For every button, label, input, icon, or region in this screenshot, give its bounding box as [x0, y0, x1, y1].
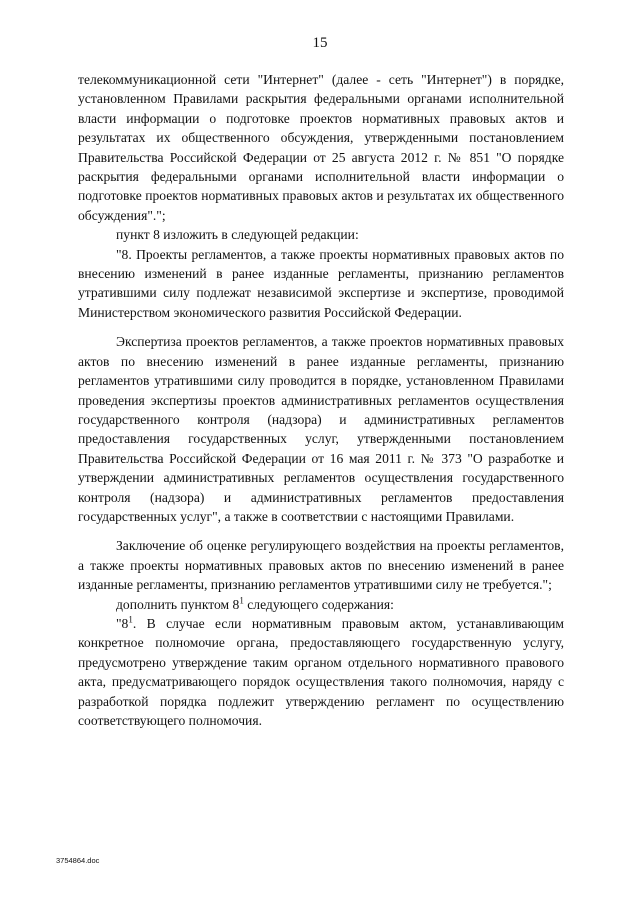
- paragraph-conclusion: Заключение об оценке регулирующего воздействия на проекты регламентов, а также проекты нормативных правовых актов по внесению изменений в ранее изданные регламенты, признанию регламентов утратившими силу не требуется.";: [78, 538, 564, 593]
- page-number: 15: [312, 35, 328, 51]
- paragraph-continuation: телекоммуникационной сети "Интернет" (далее - сеть "Интернет") в порядке, установленном Правилами раскрытия федеральными органами исполнительной власти информации о подготовке проектов нормативных правовых актов и результатах их общественного обсуждения, утвержденными постановлением Правительства Российской Федерации от 25 августа 2012 г. № 851 "О порядке раскрытия федеральными органами исполнительной власти информации о подготовке проектов нормативных правовых актов и результатах их общественного обсуждения".";: [78, 72, 564, 223]
- paragraph-text-start: "8: [116, 615, 129, 631]
- paragraph-text-end: . В случае если нормативным правовым актом, устанавливающим конкретное полномочие органа, предоставляющего государственную услугу, предусмотрено утверждение таким органом отдельного нормативного правового акта, предусматривающего порядок осуществления такого полномочия, наряду с разработкой порядка подлежит утверждению регламент по осуществлению соответствующего полномочия.: [78, 615, 564, 728]
- footer-file-code: 3754864.doc: [56, 856, 100, 865]
- document-body: [78, 70, 564, 730]
- superscript: 1: [239, 595, 244, 606]
- paragraph-text-end: следующего содержания:: [243, 596, 394, 612]
- paragraph-expertise: Экспертиза проектов регламентов, а также проектов нормативных правовых актов по внесению изменений в ранее изданные регламенты, признанию регламентов утратившими силу проводится в порядке, установленном Правилами проведения экспертизы проектов административных регламентов осуществления государственного контроля (надзора) и административных регламентов предоставления государственных услуг, утвержденными постановлением Правительства Российской Федерации от 16 мая 2011 г. № 373 "О разработке и утверждении административных регламентов осуществления государственного контроля (надзора) и административных регламентов предоставления государственных услуг", а также в соответствии с настоящими Правилами.: [78, 334, 564, 524]
- paragraph-amend-point-8: пункт 8 изложить в следующей редакции:: [116, 227, 359, 243]
- paragraph-add-point-8-1: [78, 595, 564, 614]
- paragraph-text-start: дополнить пунктом 8: [116, 596, 240, 612]
- paragraph-point-8: "8. Проекты регламентов, а также проекты нормативных правовых актов по внесению изменений в ранее изданные регламенты, признанию регламентов утратившими силу подлежат независимой экспертизе и экспертизе, проводимой Министерством экономического развития Российской Федерации.: [78, 246, 564, 320]
- paragraph-point-8-1: [78, 614, 564, 730]
- superscript: 1: [128, 614, 133, 625]
